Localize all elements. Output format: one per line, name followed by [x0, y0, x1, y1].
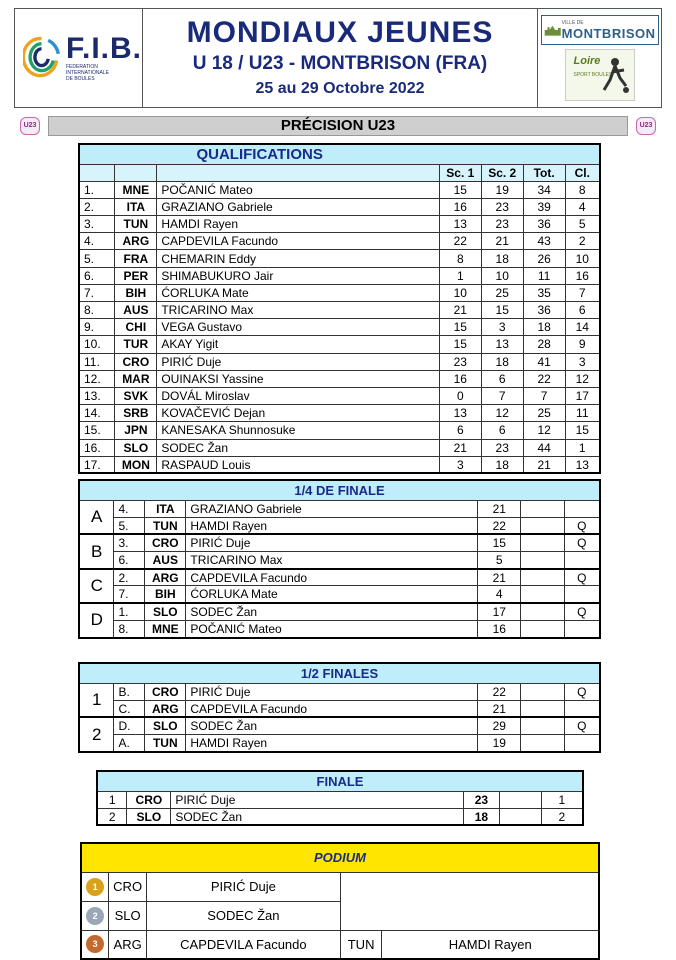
score-1: 22: [439, 233, 481, 250]
country-code: CHI: [115, 319, 157, 336]
country-code: CRO: [145, 534, 186, 551]
score: 17: [478, 603, 521, 620]
final-row: [97, 808, 583, 825]
qualification-row: [79, 319, 600, 336]
player-name: TRICARINO Max: [186, 552, 478, 569]
classification: 3: [565, 353, 600, 370]
extra: [499, 808, 541, 825]
qualification-row: [79, 387, 600, 404]
player-name: CAPDEVILA Facundo: [157, 233, 439, 250]
col-header-sc1: Sc. 1: [439, 164, 481, 181]
total-score: 22: [523, 370, 565, 387]
extra: [521, 620, 564, 637]
country-code: ARG: [145, 569, 186, 586]
u23-badge-right: U23: [636, 117, 656, 135]
total-score: 25: [523, 405, 565, 422]
score-2: 19: [481, 181, 523, 198]
seed: 4.: [114, 500, 145, 517]
col-header-rank: Cl.: [565, 164, 600, 181]
score-1: 13: [439, 405, 481, 422]
seed: A.: [114, 735, 145, 752]
bronze-medal-icon: 3: [86, 935, 104, 953]
country-code: CRO: [145, 683, 186, 700]
country-code: TUR: [115, 336, 157, 353]
classification: 15: [565, 422, 600, 439]
quarter-final-rows: [79, 500, 600, 638]
player-name: HAMDI Rayen: [186, 517, 478, 534]
country-code: ITA: [115, 198, 157, 215]
group-label: A: [79, 500, 114, 534]
fib-logo: [15, 9, 143, 107]
rank-number: 7.: [79, 284, 115, 301]
total-score: 18: [523, 319, 565, 336]
rank-number: 15.: [79, 422, 115, 439]
player-name: ĆORLUKA Mate: [186, 586, 478, 603]
score-1: 13: [439, 216, 481, 233]
score-2: 15: [481, 302, 523, 319]
match-row: [79, 500, 600, 517]
country-code: AUS: [115, 302, 157, 319]
country-code: MAR: [115, 370, 157, 387]
match-row: [79, 552, 600, 569]
rank-number: 9.: [79, 319, 115, 336]
podium-country-2: TUN: [340, 930, 382, 959]
fib-subtitle-2: INTERNATIONALE: [65, 70, 109, 76]
total-score: 44: [523, 439, 565, 456]
rank-number: 13.: [79, 387, 115, 404]
extra: [499, 791, 541, 808]
gold-medal-icon: 1: [86, 878, 104, 896]
player-name: CAPDEVILA Facundo: [186, 700, 478, 717]
qualification-row: [79, 233, 600, 250]
score-2: 6: [481, 422, 523, 439]
score: 19: [478, 735, 521, 752]
seed: 6.: [114, 552, 145, 569]
player-name: CAPDEVILA Facundo: [186, 569, 478, 586]
classification: 12: [565, 370, 600, 387]
rank-number: 3.: [79, 216, 115, 233]
match-row: [79, 700, 600, 717]
rank-number: 17.: [79, 456, 115, 473]
seed: 7.: [114, 586, 145, 603]
group-label: 1: [79, 683, 114, 717]
seed: 1: [97, 791, 127, 808]
classification: 1: [565, 439, 600, 456]
seed: 2: [97, 808, 127, 825]
classification: 8: [565, 181, 600, 198]
match-row: [79, 717, 600, 734]
extra: [521, 735, 564, 752]
podium-name: SODEC Žan: [147, 901, 341, 930]
player-name: HAMDI Rayen: [157, 216, 439, 233]
rank-number: 4.: [79, 233, 115, 250]
country-code: TUN: [145, 735, 186, 752]
qualified-mark: [564, 700, 600, 717]
qualification-row: [79, 284, 600, 301]
score-2: 18: [481, 250, 523, 267]
loire-sub: SPORT BOULES: [573, 72, 613, 78]
player-name: PIRIĆ Duje: [186, 534, 478, 551]
match-row: [79, 586, 600, 603]
final-row: [97, 791, 583, 808]
player-name: GRAZIANO Gabriele: [157, 198, 439, 215]
classification: 10: [565, 250, 600, 267]
extra: [521, 552, 564, 569]
match-row: [79, 603, 600, 620]
score: 21: [478, 500, 521, 517]
rank-number: 11.: [79, 353, 115, 370]
score-2: 25: [481, 284, 523, 301]
qualification-row: [79, 198, 600, 215]
player-name: SODEC Žan: [186, 717, 478, 734]
match-row: [79, 517, 600, 534]
event-title-block: [143, 9, 537, 107]
qualification-row: [79, 456, 600, 473]
score-2: 23: [481, 216, 523, 233]
qualified-mark: [564, 735, 600, 752]
score-1: 16: [439, 198, 481, 215]
rank-number: 6.: [79, 267, 115, 284]
score-2: 3: [481, 319, 523, 336]
sponsor-logos: [537, 9, 661, 107]
qualification-row: [79, 336, 600, 353]
country-code: SVK: [115, 387, 157, 404]
podium-name-2: HAMDI Rayen: [382, 930, 599, 959]
qualification-row: [79, 353, 600, 370]
col-header-sc2: Sc. 2: [481, 164, 523, 181]
country-code: AUS: [145, 552, 186, 569]
country-code: SLO: [115, 439, 157, 456]
event-subtitle: U 18 / U23 - MONTBRISON (FRA): [192, 53, 488, 74]
final-title: FINALE: [97, 771, 583, 791]
player-name: KOVAČEVIĆ Dejan: [157, 405, 439, 422]
player-name: KANESAKA Shunnosuke: [157, 422, 439, 439]
score-1: 1: [439, 267, 481, 284]
score: 4: [478, 586, 521, 603]
match-row: [79, 569, 600, 586]
qualification-row: [79, 370, 600, 387]
country-code: MNE: [115, 181, 157, 198]
final-rank: 1: [541, 791, 583, 808]
classification: 2: [565, 233, 600, 250]
qualification-row: [79, 422, 600, 439]
country-code: MON: [115, 456, 157, 473]
podium-table: [80, 842, 600, 960]
final-rank: 2: [541, 808, 583, 825]
montbrison-prefix: VILLE DE: [561, 19, 584, 26]
podium-country: SLO: [109, 901, 147, 930]
score-2: 23: [481, 198, 523, 215]
score: 22: [478, 683, 521, 700]
score: 18: [463, 808, 499, 825]
u23-badge-left: U23: [20, 117, 40, 135]
extra: [521, 534, 564, 551]
country-code: SRB: [115, 405, 157, 422]
boules-player-icon: [600, 56, 630, 96]
seed: 2.: [114, 569, 145, 586]
total-score: 11: [523, 267, 565, 284]
score: 23: [463, 791, 499, 808]
total-score: 28: [523, 336, 565, 353]
score: 16: [478, 620, 521, 637]
total-score: 7: [523, 387, 565, 404]
qualified-mark: [564, 552, 600, 569]
country-code: TUN: [115, 216, 157, 233]
podium-empty-cell: [340, 872, 599, 930]
player-name: AKAY Yigit: [157, 336, 439, 353]
qualification-row: [79, 302, 600, 319]
podium-name: PIRIĆ Duje: [147, 872, 341, 901]
semi-final-title: 1/2 FINALES: [79, 663, 600, 683]
qualification-row: [79, 181, 600, 198]
player-name: CHEMARIN Eddy: [157, 250, 439, 267]
rank-number: 8.: [79, 302, 115, 319]
rank-number: 16.: [79, 439, 115, 456]
qualified-mark: [564, 500, 600, 517]
podium-row-1: [81, 872, 599, 901]
rank-number: 14.: [79, 405, 115, 422]
town-skyline-icon: [544, 20, 562, 40]
player-name: PIRIĆ Duje: [171, 791, 464, 808]
seed: D.: [114, 717, 145, 734]
extra: [521, 683, 564, 700]
score-2: 7: [481, 387, 523, 404]
extra: [521, 569, 564, 586]
player-name: ĆORLUKA Mate: [157, 284, 439, 301]
total-score: 34: [523, 181, 565, 198]
rank-number: 2.: [79, 198, 115, 215]
total-score: 41: [523, 353, 565, 370]
final-table: [96, 770, 584, 826]
country-code: FRA: [115, 250, 157, 267]
classification: 14: [565, 319, 600, 336]
podium-name: CAPDEVILA Facundo: [147, 930, 341, 959]
score-2: 12: [481, 405, 523, 422]
rank-number: 5.: [79, 250, 115, 267]
qualified-mark: Q: [564, 517, 600, 534]
player-name: SODEC Žan: [157, 439, 439, 456]
player-name: PIRIĆ Duje: [186, 683, 478, 700]
country-code: MNE: [145, 620, 186, 637]
qualified-mark: [564, 586, 600, 603]
country-code: SLO: [127, 808, 171, 825]
total-score: 26: [523, 250, 565, 267]
score-2: 21: [481, 233, 523, 250]
country-code: CRO: [115, 353, 157, 370]
classification: 9: [565, 336, 600, 353]
score-1: 0: [439, 387, 481, 404]
qualification-row: [79, 250, 600, 267]
qualified-mark: Q: [564, 683, 600, 700]
player-name: HAMDI Rayen: [186, 735, 478, 752]
classification: 11: [565, 405, 600, 422]
player-name: SODEC Žan: [186, 603, 478, 620]
montbrison-name: MONTBRISON: [561, 25, 656, 41]
qualifications-header-row: [79, 164, 600, 181]
player-name: POČANIĆ Mateo: [157, 181, 439, 198]
podium-country: ARG: [109, 930, 147, 959]
qualifications-table: [78, 143, 601, 474]
total-score: 12: [523, 422, 565, 439]
score-1: 21: [439, 439, 481, 456]
classification: 17: [565, 387, 600, 404]
qualified-mark: Q: [564, 534, 600, 551]
score-2: 23: [481, 439, 523, 456]
montbrison-logo: [541, 15, 659, 45]
score-1: 3: [439, 456, 481, 473]
match-row: [79, 534, 600, 551]
score-2: 6: [481, 370, 523, 387]
event-title: MONDIAUX JEUNES: [186, 16, 494, 49]
podium-country: CRO: [109, 872, 147, 901]
classification: 16: [565, 267, 600, 284]
total-score: 39: [523, 198, 565, 215]
qualified-mark: Q: [564, 717, 600, 734]
qualified-mark: [564, 620, 600, 637]
seed: C.: [114, 700, 145, 717]
score: 15: [478, 534, 521, 551]
score: 29: [478, 717, 521, 734]
country-code: TUN: [145, 517, 186, 534]
silver-medal-icon: 2: [86, 907, 104, 925]
qualifications-title: QUALIFICATIONS: [79, 144, 439, 164]
score-1: 8: [439, 250, 481, 267]
score-1: 6: [439, 422, 481, 439]
score: 21: [478, 700, 521, 717]
country-code: ITA: [145, 500, 186, 517]
country-code: BIH: [145, 586, 186, 603]
seed: 3.: [114, 534, 145, 551]
event-dates: 25 au 29 Octobre 2022: [255, 80, 425, 97]
fib-title: F.I.B.: [65, 32, 142, 65]
player-name: SODEC Žan: [171, 808, 464, 825]
total-score: 36: [523, 302, 565, 319]
quarter-final-title: 1/4 DE FINALE: [79, 480, 600, 500]
fib-subtitle-3: DE BOULES: [65, 76, 95, 82]
extra: [521, 603, 564, 620]
country-code: PER: [115, 267, 157, 284]
qualification-row: [79, 405, 600, 422]
score-1: 23: [439, 353, 481, 370]
player-name: VEGA Gustavo: [157, 319, 439, 336]
classification: 5: [565, 216, 600, 233]
extra: [521, 700, 564, 717]
extra: [521, 586, 564, 603]
player-name: PIRIĆ Duje: [157, 353, 439, 370]
match-row: [79, 620, 600, 637]
group-label: D: [79, 603, 114, 637]
seed: 5.: [114, 517, 145, 534]
loire-name: Loire: [573, 55, 601, 67]
total-score: 35: [523, 284, 565, 301]
qualification-row: [79, 439, 600, 456]
score: 21: [478, 569, 521, 586]
seed: 1.: [114, 603, 145, 620]
player-name: TRICARINO Max: [157, 302, 439, 319]
match-row: [79, 735, 600, 752]
score-1: 15: [439, 181, 481, 198]
qualification-row: [79, 216, 600, 233]
final-rows: [97, 791, 583, 825]
total-score: 36: [523, 216, 565, 233]
classification: 4: [565, 198, 600, 215]
score: 22: [478, 517, 521, 534]
score-1: 21: [439, 302, 481, 319]
player-name: SHIMABUKURO Jair: [157, 267, 439, 284]
rank-number: 1.: [79, 181, 115, 198]
score-2: 18: [481, 353, 523, 370]
score-2: 18: [481, 456, 523, 473]
country-code: ARG: [145, 700, 186, 717]
semi-final-rows: [79, 683, 600, 752]
semi-final-table: [78, 662, 601, 753]
total-score: 21: [523, 456, 565, 473]
total-score: 43: [523, 233, 565, 250]
player-name: GRAZIANO Gabriele: [186, 500, 478, 517]
match-row: [79, 683, 600, 700]
document-header: [14, 8, 662, 108]
rank-number: 10.: [79, 336, 115, 353]
classification: 7: [565, 284, 600, 301]
player-name: RASPAUD Louis: [157, 456, 439, 473]
group-label: C: [79, 569, 114, 603]
group-label: B: [79, 534, 114, 568]
player-name: POČANIĆ Mateo: [186, 620, 478, 637]
extra: [521, 517, 564, 534]
loire-sport-boules-logo: [565, 49, 635, 101]
score-1: 16: [439, 370, 481, 387]
score-2: 13: [481, 336, 523, 353]
podium-title: PODIUM: [81, 843, 599, 872]
score-2: 10: [481, 267, 523, 284]
seed: 8.: [114, 620, 145, 637]
country-code: BIH: [115, 284, 157, 301]
section-banner: PRÉCISION U23: [48, 116, 628, 136]
classification: 13: [565, 456, 600, 473]
extra: [521, 717, 564, 734]
rank-number: 12.: [79, 370, 115, 387]
classification: 6: [565, 302, 600, 319]
score-1: 15: [439, 319, 481, 336]
seed: B.: [114, 683, 145, 700]
score-1: 10: [439, 284, 481, 301]
qualified-mark: Q: [564, 569, 600, 586]
qualifications-rows: [79, 181, 600, 473]
country-code: JPN: [115, 422, 157, 439]
player-name: DOVÁL Miroslav: [157, 387, 439, 404]
country-code: SLO: [145, 717, 186, 734]
extra: [521, 500, 564, 517]
score: 5: [478, 552, 521, 569]
country-code: CRO: [127, 791, 171, 808]
score-1: 15: [439, 336, 481, 353]
quarter-final-table: [78, 479, 601, 639]
qualified-mark: Q: [564, 603, 600, 620]
player-name: OUINAKSI Yassine: [157, 370, 439, 387]
fib-subtitle-1: FEDERATION: [65, 64, 98, 70]
col-header-total: Tot.: [523, 164, 565, 181]
country-code: ARG: [115, 233, 157, 250]
country-code: SLO: [145, 603, 186, 620]
fib-emblem-icon: [23, 31, 60, 85]
podium-row-3: [81, 930, 599, 959]
qualification-row: [79, 267, 600, 284]
group-label: 2: [79, 717, 114, 751]
